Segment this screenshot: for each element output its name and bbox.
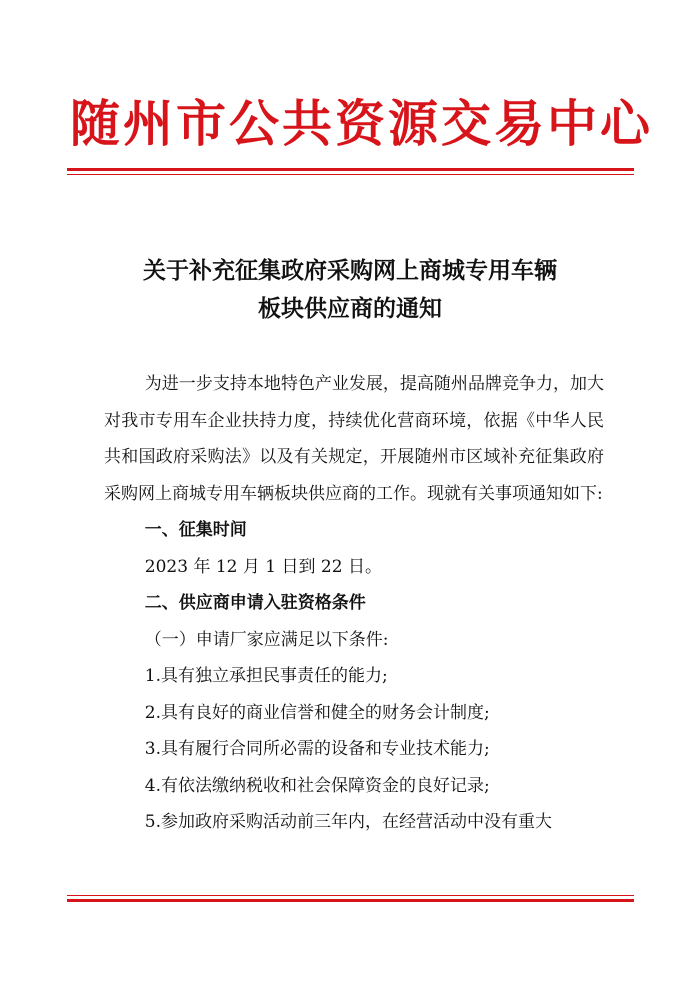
notice-body [104,366,604,841]
intro-paragraph: 为进一步支持本地特色产业发展，提高随州品牌竞争力，加大对我市专用车企业扶持力度，持续优化营商环境，依据《中华人民共和国政府采购法》以及有关规定，开展随州市区域补充征集政府采购网上商城专用车辆板块供应商的工作。现就有关事项通知如下: [104,374,604,504]
condition-item-4: 4.有依法缴纳税收和社会保障资金的良好记录; [144,775,490,796]
notice-title-line-2: 板块供应商的通知 [258,295,442,322]
condition-item-1: 1.具有独立承担民事责任的能力; [144,666,388,686]
condition-item-3: 3.具有履行合同所必需的设备和专业技术能力; [144,739,490,759]
footer-rule-thin [67,895,634,896]
subsection-1: （一）申请厂家应满足以下条件: [144,629,389,650]
notice-title-line-1: 关于补充征集政府采购网上商城专用车辆 [143,257,557,284]
footer-rule-thick [67,899,634,902]
condition-item-2: 2.具有良好的商业信誉和健全的财务会计制度; [144,702,490,723]
section-1-text: 2023 年 12 月 1 日到 22 日。 [144,556,382,577]
condition-item-5: 5.参加政府采购活动前三年内，在经营活动中没有重大 [144,812,553,832]
section-1-heading: 一、征集时间 [144,520,247,540]
masthead-rule-thick [67,168,634,171]
notice-title [90,252,610,328]
section-2-heading: 二、供应商申请入驻资格条件 [144,593,366,613]
masthead-rule-thin [67,174,634,175]
masthead-title: 随州市公共资源交易中心 [70,94,653,153]
